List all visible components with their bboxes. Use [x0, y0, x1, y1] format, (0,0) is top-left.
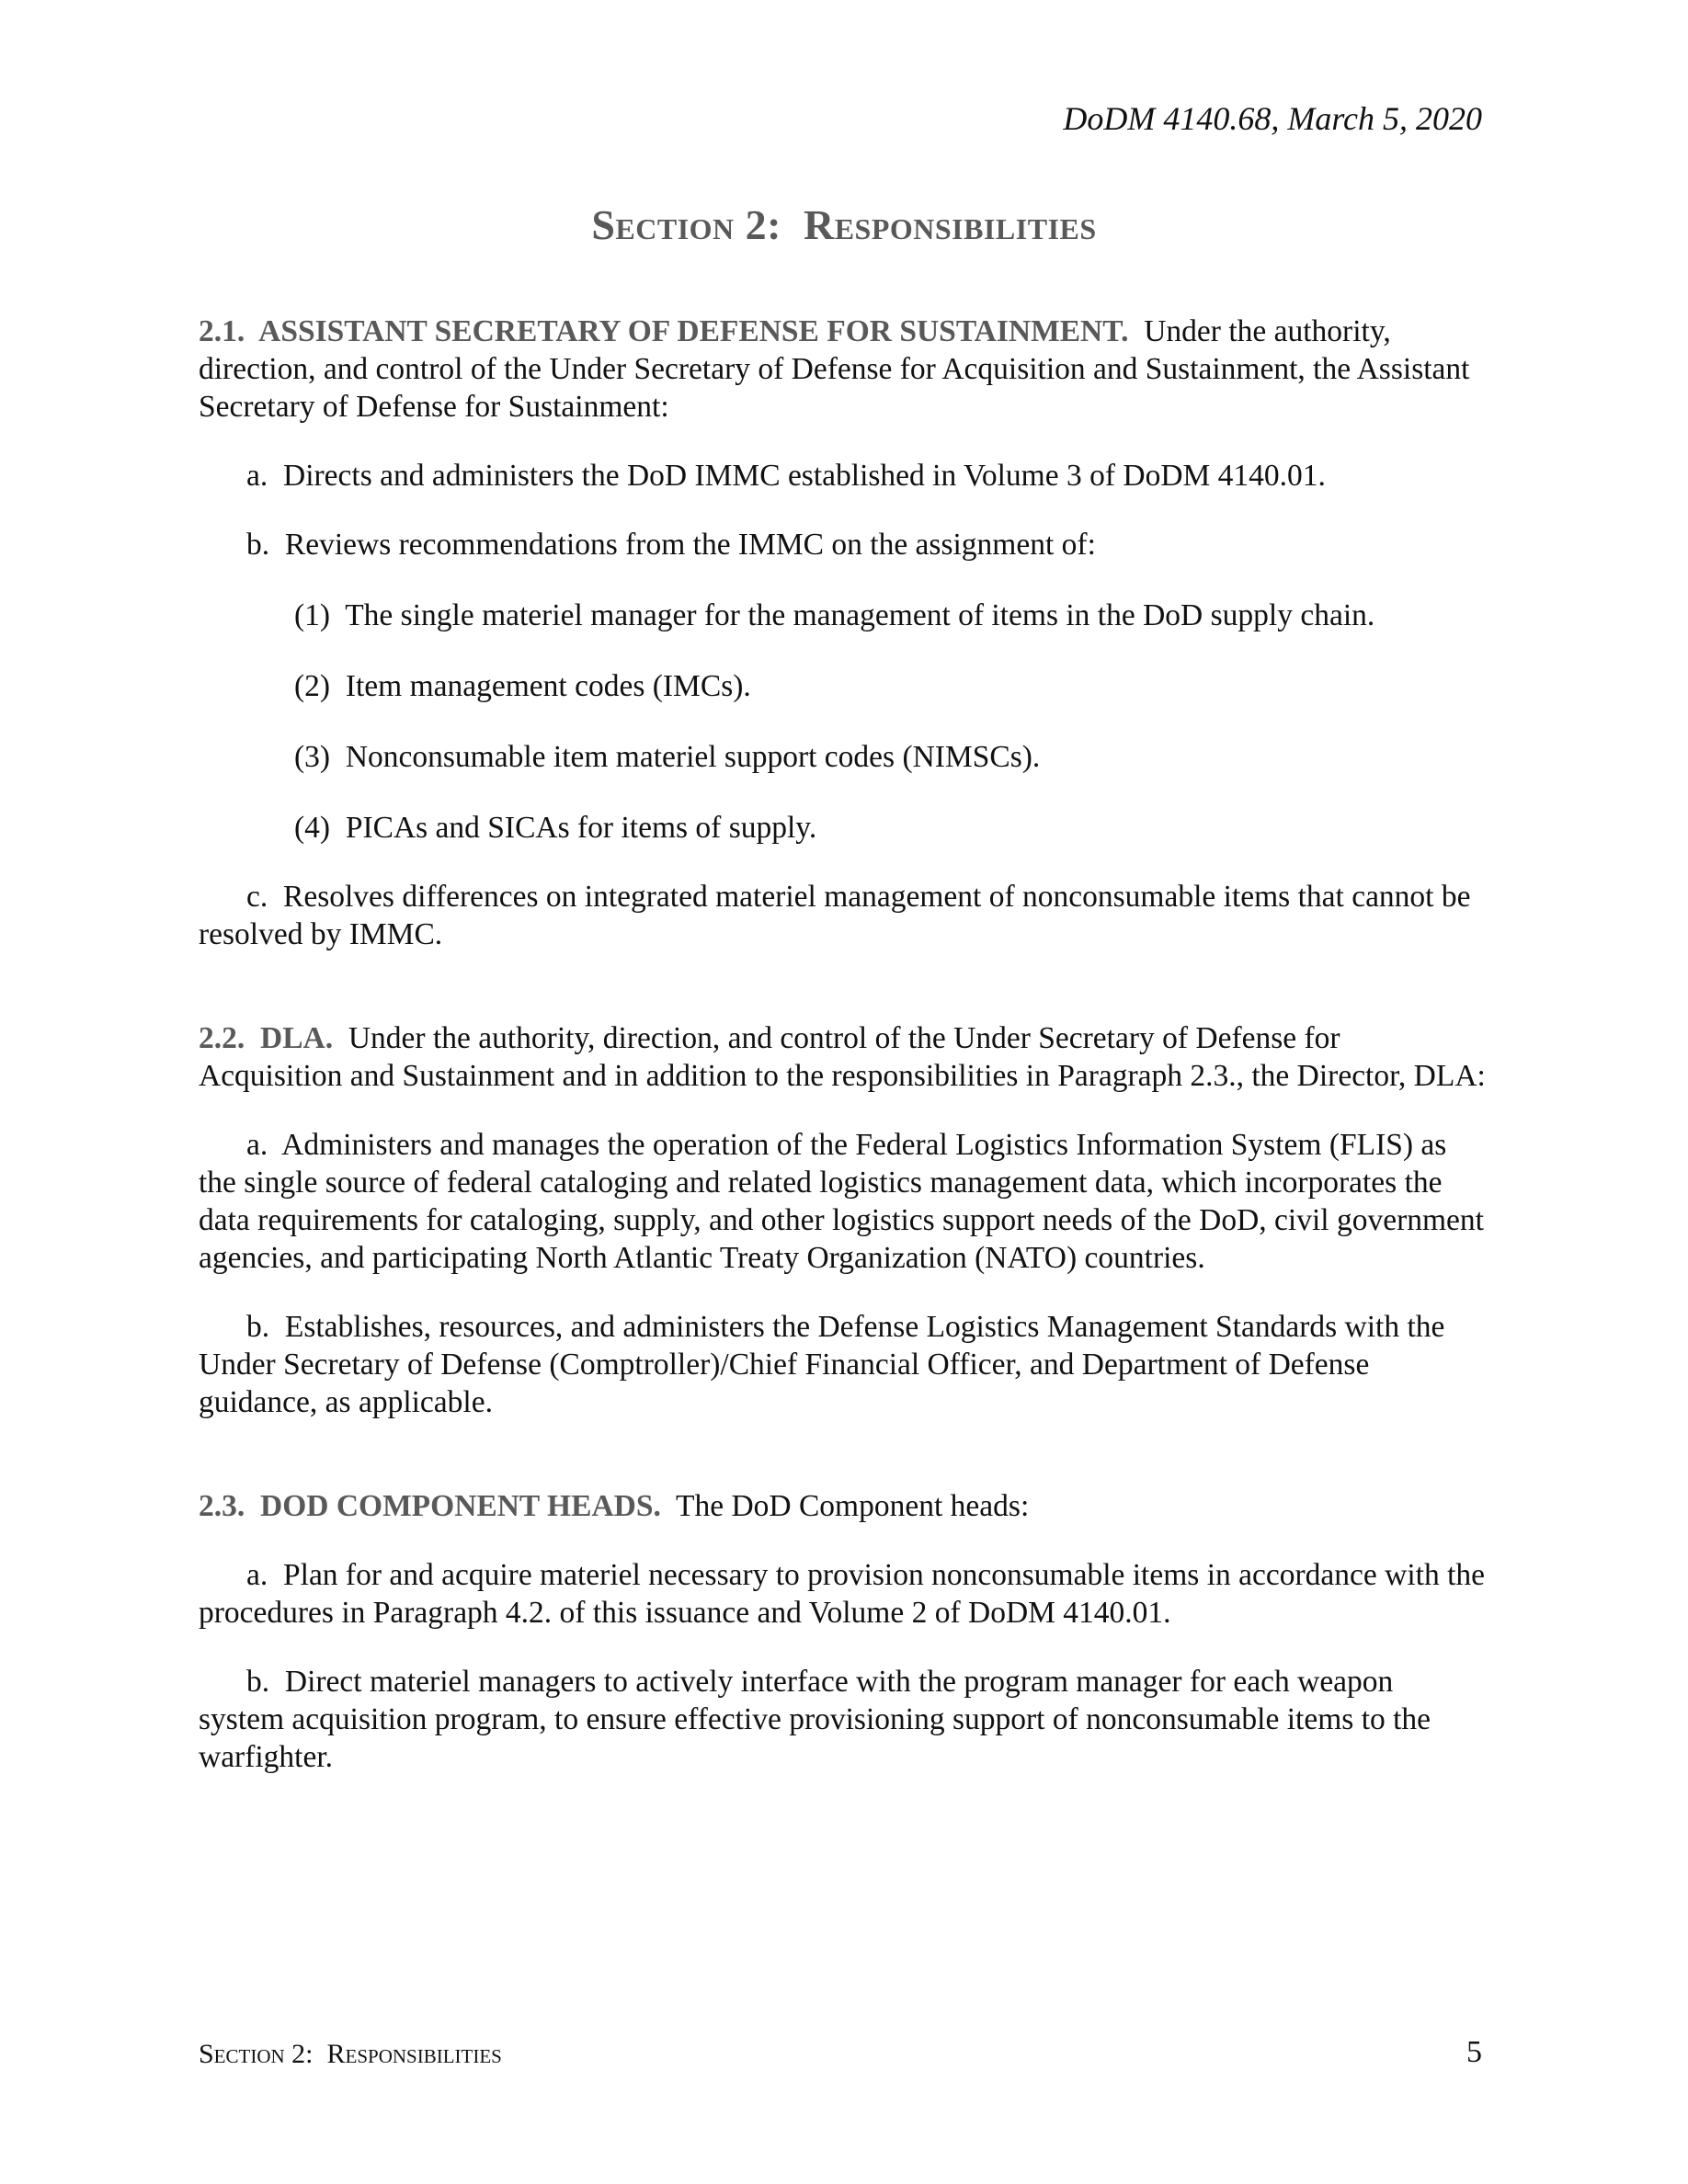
section-2-1-subitem-4: (4) PICAs and SICAs for items of supply.	[294, 811, 817, 845]
section-2-2-item-a: a. Administers and manages the operation of the Federal Logistics Information System (FLIS) as the single source of federal cataloging and related logistics management data, which incorporates the data requirements for cataloging, supply, and other logistics support needs of the DoD, civil government agencies, and participating North Atlantic Treaty Organization (NATO) countries.	[199, 1128, 1484, 1275]
section-2-2-heading: 2.2. DLA.	[199, 1021, 334, 1055]
page-number: 5	[1466, 2035, 1482, 2069]
section-2-1-item-c: c. Resolves differences on integrated materiel management of nonconsumable items that cannot be resolved by IMMC.	[199, 880, 1471, 951]
section-title: Section 2: Responsibilities	[591, 201, 1097, 248]
section-2-3-item-a: a. Plan for and acquire materiel necessary to provision nonconsumable items in accordance with the procedures in Paragraph 4.2. of this issuance and Volume 2 of DoDM 4140.01.	[199, 1558, 1485, 1630]
section-2-3-intro: 2.3. DOD COMPONENT HEADS. The DoD Component heads:	[199, 1489, 1030, 1523]
section-2-1-subitem-1: (1) The single materiel manager for the management of items in the DoD supply chain.	[294, 598, 1375, 632]
section-2-3-heading: 2.3. DOD COMPONENT HEADS.	[199, 1489, 661, 1523]
section-2-1-item-b: b. Reviews recommendations from the IMMC on the assignment of:	[246, 528, 1096, 562]
section-2-2-intro: 2.2. DLA. Under the authority, direction, and control of the Under Secretary of Defense for Acquisition and Sustainment and in addition to the responsibilities in Paragraph 2.3., the Director, DLA:	[199, 1021, 1486, 1093]
footer-section-label: Section 2: Responsibilities	[199, 2039, 502, 2069]
section-2-2-item-b: b. Establishes, resources, and administers the Defense Logistics Management Standards with the Under Secretary of Defense (Comptroller)/Chief Financial Officer, and Department of Defense guidance, as applicable.	[199, 1310, 1445, 1419]
section-2-3-item-b: b. Direct materiel managers to actively interface with the program manager for each weapon system acquisition program, to ensure effective provisioning support of nonconsumable items to the warfighter.	[199, 1665, 1431, 1774]
document-header: DoDM 4140.68, March 5, 2020	[1063, 100, 1482, 137]
section-2-1-subitem-2: (2) Item management codes (IMCs).	[294, 669, 751, 703]
section-2-1-item-a: a. Directs and administers the DoD IMMC established in Volume 3 of DoDM 4140.01.	[246, 459, 1326, 493]
section-2-1-heading: 2.1. ASSISTANT SECRETARY OF DEFENSE FOR SUSTAINMENT.	[199, 314, 1129, 348]
section-2-1-subitem-3: (3) Nonconsumable item materiel support codes (NIMSCs).	[294, 740, 1041, 774]
section-2-1-intro: 2.1. ASSISTANT SECRETARY OF DEFENSE FOR SUSTAINMENT. Under the authority, direction, and control of the Under Secretary of Defense for Acquisition and Sustainment, the Assistant Secretary of Defense for Sustainment:	[199, 314, 1470, 424]
page-content	[199, 313, 1486, 1776]
